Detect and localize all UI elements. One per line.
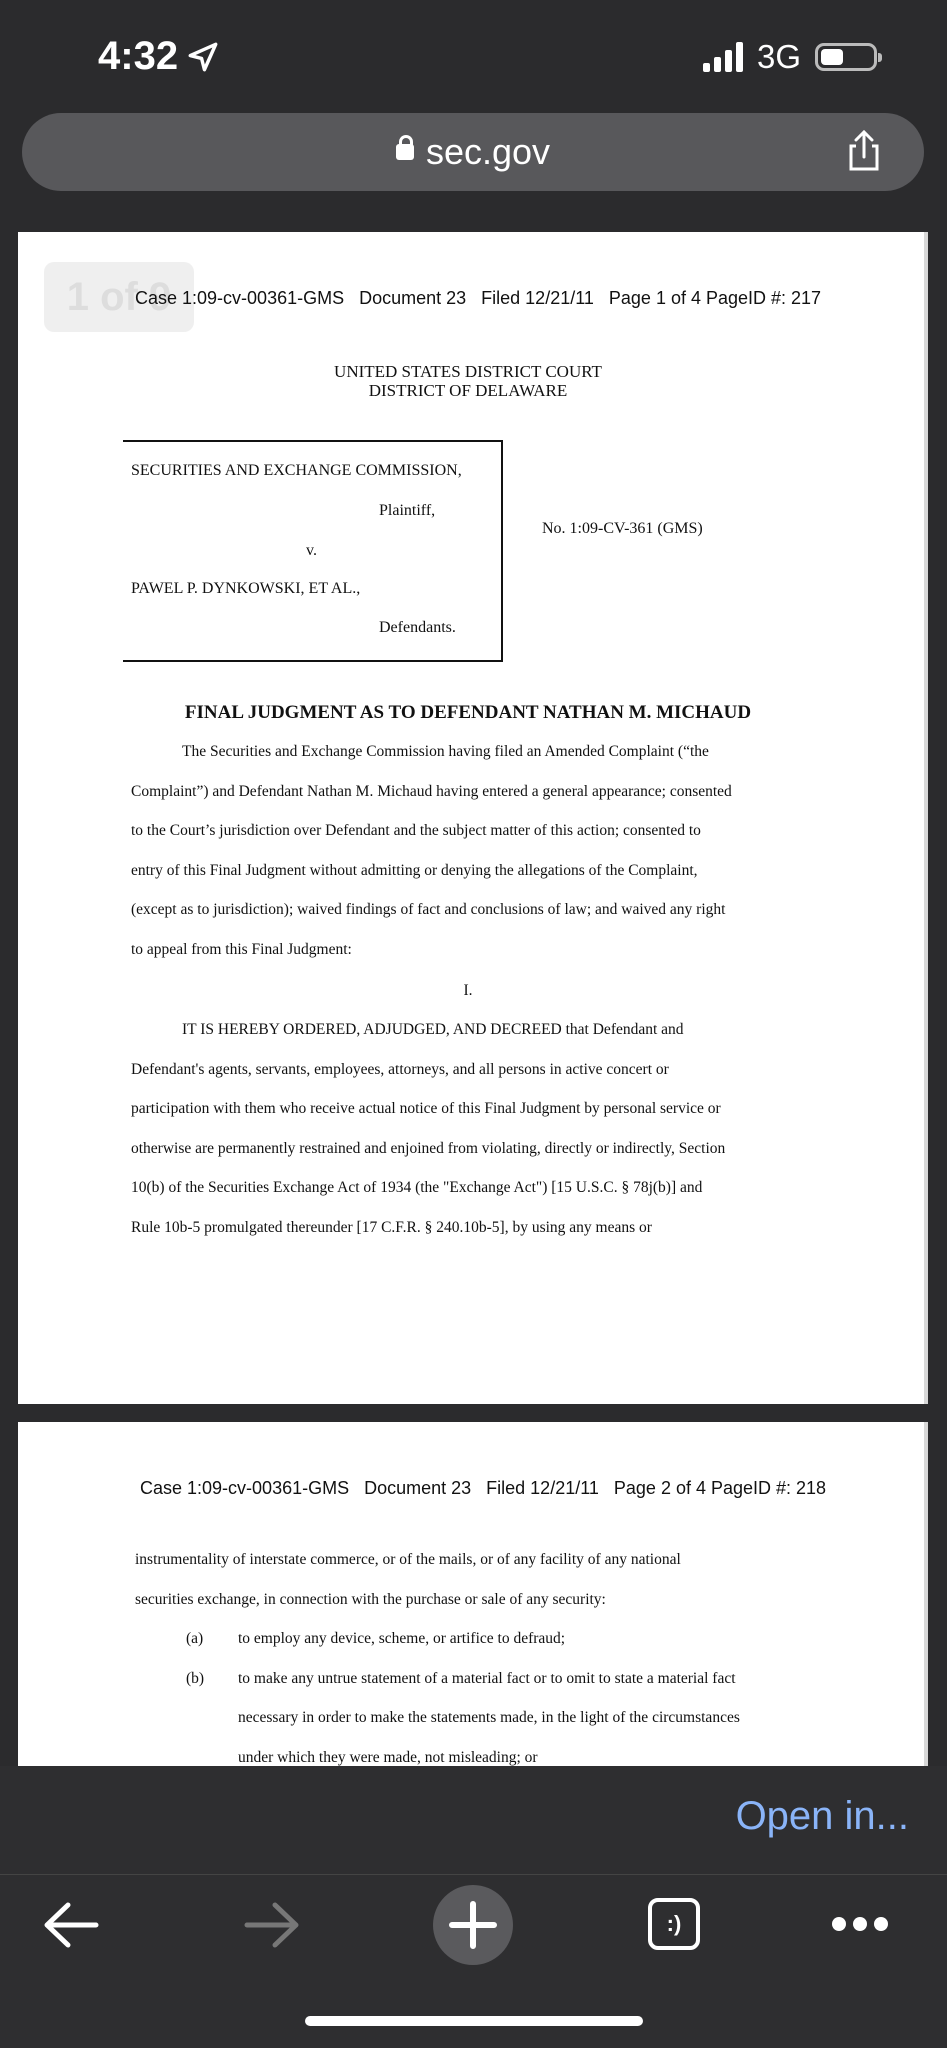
plaintiff-label: Plaintiff, [379,502,436,519]
judgment-title: FINAL JUDGMENT AS TO DEFENDANT NATHAN M. MICHAUD [184,702,752,723]
paragraph-line: Defendant's agents, servants, employees, attorneys, and all persons in active concert or [131,1061,669,1078]
toolbar-divider [0,1874,947,1875]
paragraph-line: otherwise are permanently restrained and enjoined from violating, directly or indirectly, Section [131,1140,726,1157]
paragraph-line: Complaint”) and Defendant Nathan M. Michaud having entered a general appearance; consented [131,783,732,800]
pdf-viewer[interactable] [0,212,947,1766]
case-number: No. 1:09-CV-361 (GMS) [542,520,703,537]
status-time [98,34,220,79]
address-bar[interactable] [22,113,924,191]
battery-icon [815,43,877,71]
paragraph-line: (except as to jurisdiction); waived findings of fact and conclusions of law; and waived any right [131,901,726,918]
lock-icon [396,144,414,160]
tabs-icon[interactable] [648,1898,700,1950]
page-edge [924,1422,928,1766]
cellular-signal-icon [703,42,743,72]
paragraph-line: to appeal from this Final Judgment: [131,941,352,958]
url-display[interactable] [22,131,924,173]
court-name: UNITED STATES DISTRICT COURT [334,362,602,381]
pdf-page-2 [18,1422,928,1766]
paragraph-line: to the Court’s jurisdiction over Defendant and the subject matter of this action; consented to [131,822,701,839]
open-in-button[interactable]: Open in... [735,1794,909,1838]
paragraph-line: participation with them who receive actual notice of this Final Judgment by personal service or [131,1100,721,1117]
paragraph-line: 10(b) of the Securities Exchange Act of 1934 (the "Exchange Act") [15 U.S.C. § 78j(b)] and [131,1179,703,1196]
paragraph-line: instrumentality of interstate commerce, or of the mails, or of any facility of any national [135,1551,681,1568]
location-arrow-icon [186,40,220,74]
more-options-icon[interactable] [830,1912,890,1936]
time-text: 4:32 [98,34,179,78]
paragraph-line: entry of this Final Judgment without admitting or denying the allegations of the Complaint, [131,862,698,879]
list-item-text: necessary in order to make the statements made, in the light of the circumstances [238,1709,740,1726]
tabs-count: :) [666,1911,682,1936]
section-heading: I. [463,982,473,999]
pdf-page-1 [18,232,928,1404]
page-edge [924,232,928,1404]
list-item-text: to employ any device, scheme, or artifice to defraud; [238,1630,566,1647]
list-item-label: (a) [186,1630,204,1647]
page-header: Case 1:09-cv-00361-GMS Document 23 Filed 12/21/11 Page 1 of 4 PageID #: 217 [135,288,822,308]
paragraph-line: The Securities and Exchange Commission having filed an Amended Complaint (“the [182,743,709,760]
status-indicators [703,38,877,76]
back-arrow-icon[interactable] [42,1900,100,1950]
court-district: DISTRICT OF DELAWARE [368,381,568,400]
list-item-text: under which they were made, not misleading; or [238,1749,538,1766]
forward-arrow-icon[interactable] [243,1900,301,1950]
new-tab-plus-icon[interactable] [432,1884,514,1966]
home-indicator[interactable] [305,2016,643,2026]
defendant-name: PAWEL P. DYNKOWSKI, ET AL., [131,580,361,597]
url-text: sec.gov [425,131,551,172]
status-bar [0,0,947,112]
paragraph-line: Rule 10b-5 promulgated thereunder [17 C.F.R. § 240.10b-5], by using any means or [131,1219,652,1236]
paragraph-line: securities exchange, in connection with the purchase or sale of any security: [135,1591,606,1608]
defendant-label: Defendants. [379,619,456,636]
versus-text: v. [306,542,317,559]
plaintiff-name: SECURITIES AND EXCHANGE COMMISSION, [131,462,462,479]
page-indicator: 1 of 9 [44,262,194,332]
list-item-text: to make any untrue statement of a material fact or to omit to state a material fact [238,1670,736,1687]
paragraph-line: IT IS HEREBY ORDERED, ADJUDGED, AND DECREED that Defendant and [182,1021,684,1038]
network-type: 3G [756,38,801,75]
list-item-label: (b) [186,1670,205,1687]
bottom-bar [0,1766,947,2048]
page-header: Case 1:09-cv-00361-GMS Document 23 Filed 12/21/11 Page 2 of 4 PageID #: 218 [140,1478,827,1498]
share-icon[interactable] [844,130,884,172]
